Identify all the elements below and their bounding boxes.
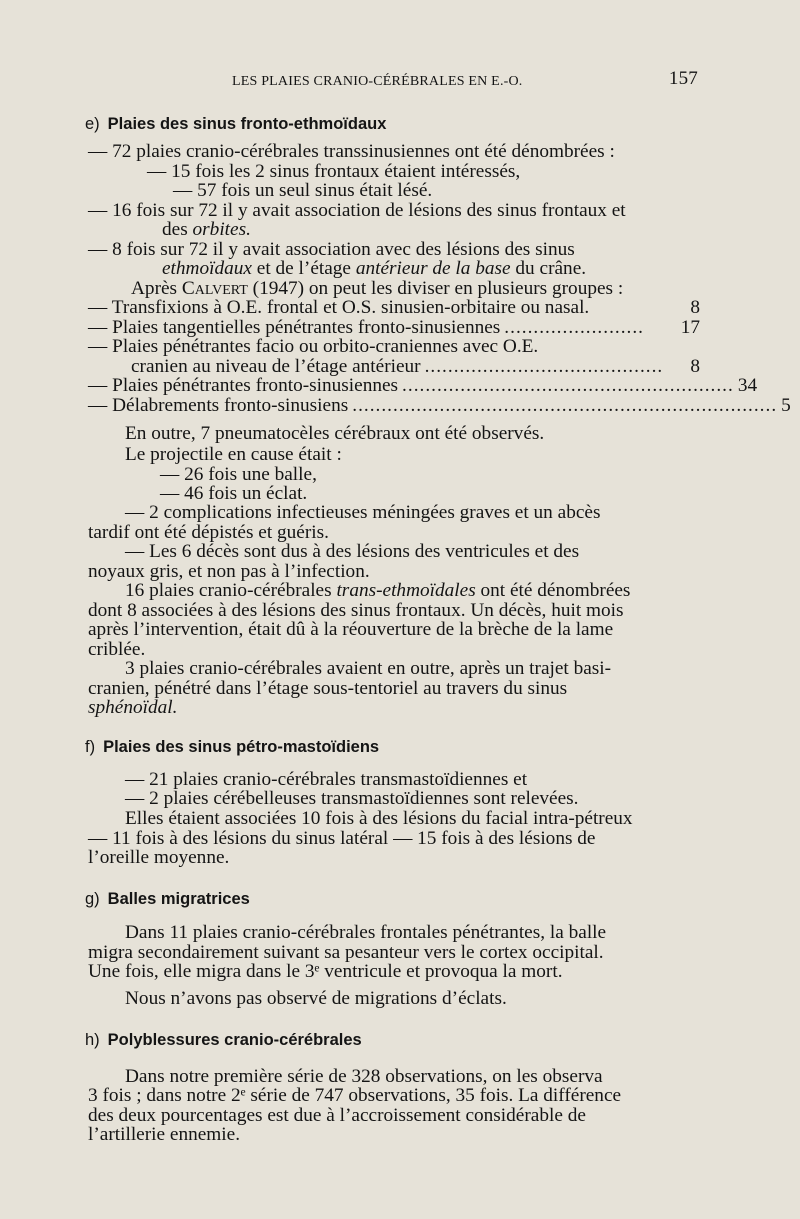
- text-span: des: [162, 219, 193, 240]
- leader-dots: ........................: [504, 317, 644, 338]
- text-line: noyaux gris, et non pas à l’infection.: [88, 561, 370, 582]
- italic-span: antérieur de la base: [355, 258, 511, 279]
- text-line: Une fois, elle migra dans le 3ᵉ ventricule et provoqua la mort.: [88, 961, 563, 982]
- text-line: — 15 fois les 2 sinus frontaux étaient intéressés,: [147, 161, 521, 182]
- row-value: 17: [680, 317, 700, 338]
- text-line: — 57 fois un seul sinus était lésé.: [173, 180, 433, 201]
- text-line: Dans 11 plaies cranio-cérébrales frontales pénétrantes, la balle: [125, 922, 607, 943]
- text-line: — 8 fois sur 72 il y avait association avec des lésions des sinus: [88, 239, 575, 260]
- heading-section-h: [85, 1031, 362, 1050]
- row-label: — Plaies pénétrantes fronto-sinusiennes: [88, 375, 399, 396]
- text-line: — 72 plaies cranio-cérébrales transsinusiennes ont été dénombrées :: [88, 141, 615, 162]
- section-title: Plaies des sinus fronto-ethmoïdaux: [107, 115, 387, 133]
- text-line: — 2 plaies cérébelleuses transmastoïdiennes sont relevées.: [125, 788, 579, 809]
- list-item: [88, 337, 700, 356]
- text-line: En outre, 7 pneumatocèles cérébraux ont été observés.: [125, 423, 545, 444]
- section-letter: e): [85, 115, 100, 133]
- text-line: l’oreille moyenne.: [88, 847, 230, 868]
- leader-dots: [542, 337, 696, 356]
- italic-span: trans-ethmoïdales: [336, 580, 476, 601]
- text-span: et de l’étage: [251, 258, 356, 279]
- text-line: criblée.: [88, 639, 146, 660]
- row-value: 8: [690, 356, 700, 377]
- section-title: Polyblessures cranio-cérébrales: [107, 1031, 362, 1049]
- leader-dots: .........................................: [424, 356, 664, 377]
- text-line: cranien, pénétré dans l’étage sous-tentoriel au travers du sinus: [88, 678, 568, 699]
- text-line: migra secondairement suivant sa pesanteur vers le cortex occipital.: [88, 942, 604, 963]
- text-line: 3 plaies cranio-cérébrales avaient en outre, après un trajet basi-: [125, 658, 612, 679]
- text-line: après l’intervention, était dû à la réouverture de la brèche de la lame: [88, 619, 614, 640]
- text-span: 16 plaies cranio-cérébrales: [125, 580, 337, 601]
- section-letter: f): [85, 738, 96, 756]
- text-line: — 26 fois une balle,: [160, 464, 317, 485]
- text-line: [162, 220, 251, 239]
- section-letter: g): [85, 890, 100, 908]
- text-line: tardif ont été dépistés et guéris.: [88, 522, 329, 543]
- text-line: [125, 581, 630, 600]
- text-span: du crâne.: [510, 258, 587, 279]
- text-line: 3 fois ; dans notre 2ᵉ série de 747 observations, 35 fois. La différence: [88, 1085, 622, 1106]
- text-line: dont 8 associées à des lésions des sinus frontaux. Un décès, huit mois: [88, 600, 624, 621]
- row-value: 34: [737, 375, 758, 396]
- section-title: Plaies des sinus pétro-mastoïdiens: [103, 738, 380, 756]
- italic-span: ethmoïdaux: [162, 258, 252, 279]
- leader-dots: .........................................................: [402, 375, 734, 396]
- text-line: des deux pourcentages est due à l’accroissement considérable de: [88, 1105, 586, 1126]
- author-name: Calvert: [181, 278, 248, 299]
- list-item: [88, 375, 758, 396]
- text-line: — 11 fois à des lésions du sinus latéral — 15 fois à des lésions de: [88, 828, 596, 849]
- row-label: — Transfixions à O.E. frontal et O.S. sinusien-orbitaire ou nasal.: [88, 297, 590, 318]
- text-span: Après: [131, 278, 182, 299]
- text-line: sphénoïdal.: [88, 697, 178, 718]
- text-line: [162, 259, 586, 278]
- list-item: [131, 357, 700, 376]
- leader-dots: .........................................................................: [352, 395, 778, 416]
- text-line: Le projectile en cause était :: [125, 444, 342, 465]
- text-line: l’artillerie ennemie.: [88, 1124, 241, 1145]
- text-line: — 16 fois sur 72 il y avait association de lésions des sinus frontaux et: [88, 200, 626, 221]
- text-line: — Les 6 décès sont dus à des lésions des ventricules et des: [125, 541, 580, 562]
- text-line: [131, 279, 623, 298]
- list-item: [88, 395, 791, 416]
- text-line: Elles étaient associées 10 fois à des lésions du facial intra-pétreux: [125, 808, 633, 829]
- row-value: 8: [690, 297, 700, 318]
- section-title: Balles migratrices: [107, 890, 250, 908]
- list-item: [88, 318, 700, 337]
- heading-section-f: [85, 738, 379, 757]
- text-line: Dans notre première série de 328 observations, on les observa: [125, 1066, 603, 1087]
- text-line: — 2 complications infectieuses méningées graves et un abcès: [125, 502, 601, 523]
- text-line: — 46 fois un éclat.: [160, 483, 308, 504]
- section-letter: h): [85, 1031, 100, 1049]
- row-label: cranien au niveau de l’étage antérieur: [131, 356, 421, 377]
- row-label: — Plaies pénétrantes facio ou orbito-craniennes avec O.E.: [88, 336, 539, 357]
- text-span: (1947) on peut les diviser en plusieurs groupes :: [247, 278, 624, 299]
- row-label: — Délabrements fronto-sinusiens: [88, 395, 349, 416]
- heading-section-g: [85, 890, 250, 909]
- row-label: — Plaies tangentielles pénétrantes fronto-sinusiennes: [88, 317, 501, 338]
- row-value: 5: [781, 395, 791, 416]
- text-span: ont été dénombrées: [475, 580, 631, 601]
- heading-section-e: [85, 115, 386, 134]
- italic-span: orbites.: [192, 219, 251, 240]
- leader-dots: [593, 298, 686, 317]
- list-item: [88, 298, 700, 317]
- running-title: LES PLAIES CRANIO-CÉRÉBRALES EN E.-O.: [232, 74, 523, 89]
- text-line: Nous n’avons pas observé de migrations d’éclats.: [125, 988, 507, 1009]
- page-number: 157: [668, 68, 698, 89]
- text-line: — 21 plaies cranio-cérébrales transmastoïdiennes et: [125, 769, 528, 790]
